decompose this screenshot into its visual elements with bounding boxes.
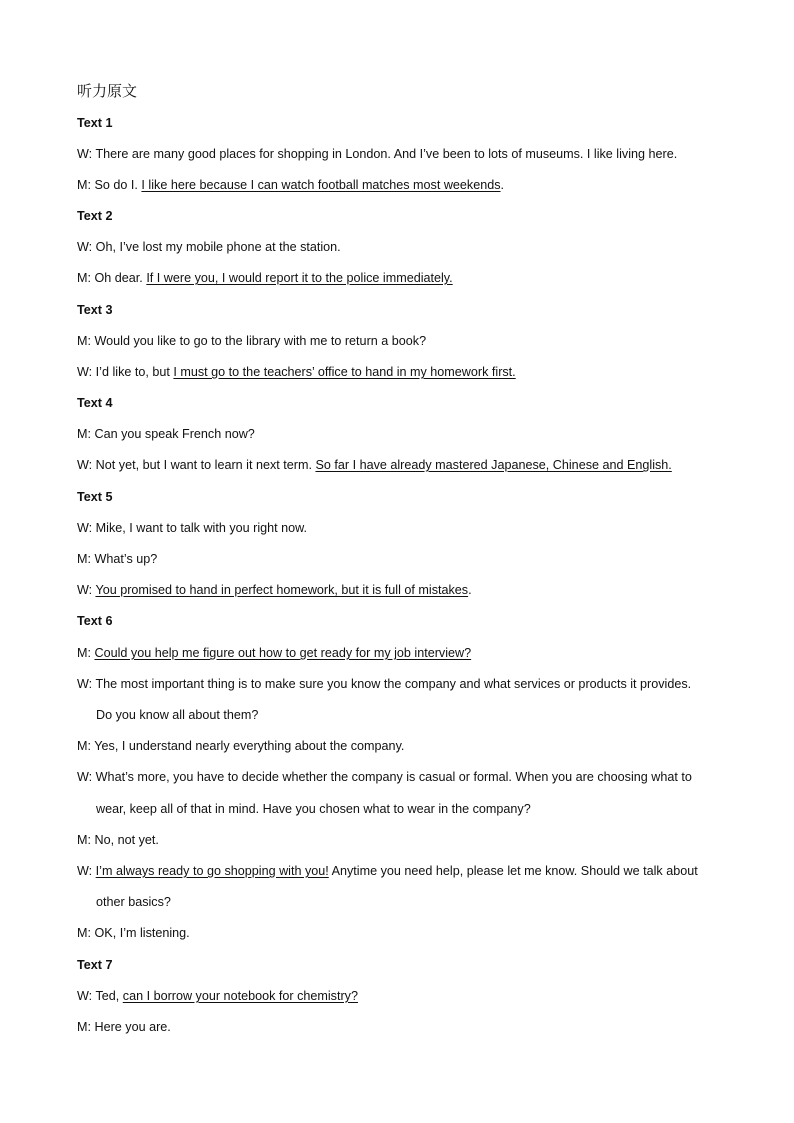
section-label: Text 3 [77,303,113,317]
section-label: Text 1 [77,116,113,130]
line-text: Not yet, but I want to learn it next term. [95,458,312,472]
section-label: Text 5 [77,490,113,504]
section-label: Text 4 [77,396,113,410]
line-text: Yes, I understand nearly everything about the company. [94,739,405,753]
dialogue-line [77,366,516,379]
speaker: M: [77,833,91,847]
line-text: Would you like to go to the library with me to return a book? [94,334,427,348]
line-text: The most important thing is to make sure you know the company and what services or products it provides. [95,677,692,691]
speaker: W: [77,583,93,597]
dialogue-line [77,990,358,1003]
line-text: So do I. [94,178,138,192]
line-text: I’d like to, but [95,365,170,379]
speaker: M: [77,427,91,441]
speaker: W: [77,864,93,878]
line-text: There are many good places for shopping in London. And I’ve been to lots of museums. I like living here. [95,147,678,161]
line-text: What’s up? [94,552,158,566]
speaker: M: [77,926,91,940]
section-label: Text 2 [77,209,113,223]
line-text: No, not yet. [94,833,159,847]
underlined-answer: If I were you, I would report it to the police immediately. [146,271,453,285]
dialogue-continuation: wear, keep all of that in mind. Have you chosen what to wear in the company? [96,802,531,816]
dialogue-line [77,740,404,753]
dialogue-continuation: Do you know all about them? [96,708,259,722]
dialogue-line [77,459,672,472]
line-text: . [500,178,505,192]
line-text: Here you are. [94,1020,171,1034]
speaker: M: [77,739,91,753]
speaker: M: [77,271,91,285]
dialogue-line [77,428,255,441]
speaker: W: [77,147,93,161]
speaker: M: [77,178,91,192]
dialogue-line [77,647,471,660]
dialogue-line [77,584,472,597]
dialogue-line [77,771,692,784]
speaker: W: [77,989,93,1003]
speaker: M: [77,646,91,660]
dialogue-continuation: other basics? [96,895,171,909]
line-text: Oh dear. [94,271,143,285]
line-text: . [468,583,472,597]
line-text: Can you speak French now? [94,427,255,441]
dialogue-line [77,678,691,691]
speaker: M: [77,334,91,348]
speaker: W: [77,365,93,379]
speaker: M: [77,1020,91,1034]
line-text: Anytime you need help, please let me know. Should we talk about [328,864,698,878]
dialogue-line [77,553,157,566]
underlined-answer: I’m always ready to go shopping with you! [95,864,329,878]
section-label: Text 6 [77,614,113,628]
speaker: W: [77,677,93,691]
dialogue-line [77,927,190,940]
dialogue-line [77,865,698,878]
speaker: W: [77,240,93,254]
section-label: Text 7 [77,958,113,972]
dialogue-line [77,148,677,161]
line-text: Ted, [95,989,120,1003]
dialogue-line [77,241,341,254]
underlined-answer: You promised to hand in perfect homework, but it is full of mistakes [95,583,469,597]
dialogue-line [77,335,426,348]
dialogue-line [77,834,159,847]
underlined-answer: Could you help me figure out how to get ready for my job interview? [94,646,472,660]
dialogue-line [77,272,453,285]
dialogue-line [77,179,504,192]
underlined-answer: I like here because I can watch football matches most weekends [141,178,501,192]
underlined-answer: So far I have already mastered Japanese, Chinese and English. [315,458,672,472]
line-text: What’s more, you have to decide whether the company is casual or formal. When you are choosing what to [95,770,692,784]
line-text: OK, I’m listening. [94,926,190,940]
page-title: 听力原文 [77,83,138,100]
speaker: M: [77,552,91,566]
dialogue-line [77,522,307,535]
speaker: W: [77,770,93,784]
underlined-answer: can I borrow your notebook for chemistry? [122,989,358,1003]
dialogue-line [77,1021,171,1034]
speaker: W: [77,521,93,535]
speaker: W: [77,458,93,472]
underlined-answer: I must go to the teachers’ office to hand in my homework first. [173,365,516,379]
line-text: Oh, I’ve lost my mobile phone at the station. [95,240,341,254]
line-text: Mike, I want to talk with you right now. [95,521,308,535]
